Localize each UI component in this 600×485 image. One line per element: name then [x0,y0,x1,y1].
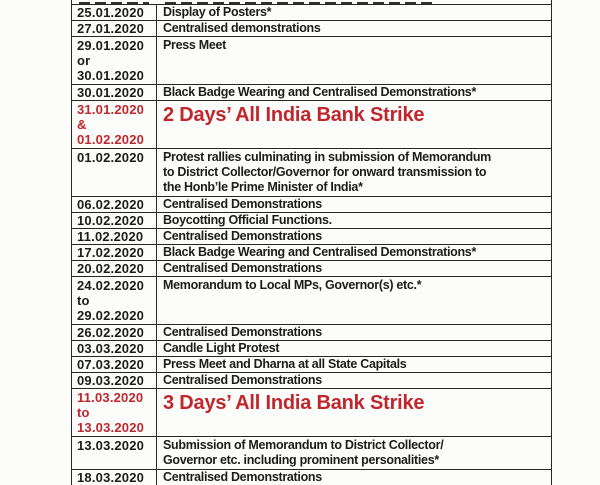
activity-text: Governor etc. including prominent personalities* [163,452,439,467]
activity-text: Centralised Demonstrations [163,261,322,275]
activity-cell [157,261,551,276]
date-text: 01.02.2020 [77,131,145,147]
activity-text: Centralised Demonstrations [163,197,322,211]
date-text: 07.03.2020 [77,357,145,372]
date-cell [72,389,157,436]
activity-text: Centralised Demonstrations [163,229,322,243]
activity-cell [157,149,551,196]
table-row [72,245,551,261]
date-text: 20.02.2020 [77,261,145,276]
activity-cell [157,341,551,356]
date-text: 03.03.2020 [77,341,145,356]
activity-text: Centralised Demonstrations [163,470,322,484]
activity-cell [157,373,551,388]
date-text: 01.02.2020 [77,149,145,165]
date-text: 30.01.2020 [77,67,145,83]
date-cell [72,373,157,388]
table-row [72,277,551,325]
activity-cell [157,85,551,100]
table-row [72,5,551,21]
activity-text: Submission of Memorandum to District Collector/ [163,437,444,452]
table-row [72,341,551,357]
date-text: 13.03.2020 [77,419,145,435]
activity-cell [157,437,551,469]
clipped-text-remnant [165,2,433,5]
activity-cell [157,213,551,228]
activity-cell [157,277,551,324]
date-cell [72,101,157,148]
date-cell [72,85,157,100]
date-text: & [77,116,87,132]
activity-text: Centralised Demonstrations [163,373,322,387]
clipped-row-top [72,0,551,5]
table-row [72,37,551,85]
table-row [72,437,551,470]
activity-text: 2 Days’ All India Bank Strike [163,103,425,126]
date-cell [72,229,157,244]
date-cell [72,341,157,356]
date-cell [72,277,157,324]
date-cell [72,21,157,36]
table-row [72,101,551,149]
date-text: 29.01.2020 [77,37,145,53]
table-row [72,229,551,245]
date-text: 09.03.2020 [77,373,145,388]
table-row [72,197,551,213]
date-text: 25.01.2020 [77,5,145,20]
date-cell [72,470,157,485]
clipped-text-remnant [79,2,149,5]
date-cell [72,357,157,372]
date-cell [72,37,157,84]
activity-text: Black Badge Wearing and Centralised Demonstrations* [163,85,477,99]
date-cell [72,245,157,260]
date-text: 27.01.2020 [77,21,145,36]
strike-schedule-table [71,0,552,485]
activity-cell [157,21,551,36]
activity-cell [157,229,551,244]
table-row [72,357,551,373]
activity-text: 3 Days’ All India Bank Strike [163,391,425,414]
date-text: 26.02.2020 [77,325,145,340]
activity-cell [157,389,551,436]
activity-text: Press Meet [163,37,227,52]
table-row [72,213,551,229]
date-text: 18.03.2020 [77,470,145,485]
table-row [72,373,551,389]
activity-cell [157,470,551,485]
table-row [72,389,551,437]
date-text: 11.03.2020 [77,389,144,405]
date-cell [72,261,157,276]
date-cell [72,5,157,20]
date-text: 17.02.2020 [77,245,145,260]
date-text: or [77,52,91,68]
date-text: 10.02.2020 [77,213,145,228]
date-text: 30.01.2020 [77,85,145,100]
activity-cell [157,5,551,20]
date-cell [72,213,157,228]
activity-cell [157,197,551,212]
date-text: 24.02.2020 [77,277,145,293]
date-cell [72,437,157,469]
date-text: to [77,404,90,420]
date-text: 11.02.2020 [77,229,144,244]
activity-text: Centralised demonstrations [163,21,321,35]
activity-text: Boycotting Official Functions. [163,213,332,227]
activity-cell [157,325,551,340]
date-text: 13.03.2020 [77,437,145,453]
activity-text: the Honb’le Prime Minister of India* [163,179,363,194]
date-text: 31.01.2020 [77,101,145,117]
date-cell [72,197,157,212]
activity-text: to District Collector/Governor for onward transmission to [163,164,487,179]
activity-text: Protest rallies culminating in submission of Memorandum [163,149,492,164]
activity-text: Black Badge Wearing and Centralised Demonstrations* [163,245,477,259]
activity-text: Candle Light Protest [163,341,280,355]
activity-text: Press Meet and Dharna at all State Capitals [163,357,407,371]
table-row [72,325,551,341]
activity-cell [157,357,551,372]
activity-cell [157,37,551,84]
table-body [72,5,551,485]
table-row [72,470,551,485]
table-row [72,149,551,197]
table-row [72,261,551,277]
activity-cell [157,101,551,148]
activity-cell [157,245,551,260]
table-row [72,85,551,101]
activity-text: Centralised Demonstrations [163,325,322,339]
date-text: to [77,292,90,308]
table-row [72,21,551,37]
date-text: 29.02.2020 [77,307,145,323]
date-text: 06.02.2020 [77,197,145,212]
date-cell [72,325,157,340]
activity-text: Display of Posters* [163,5,272,19]
activity-text: Memorandum to Local MPs, Governor(s) etc.* [163,277,422,292]
date-cell [72,149,157,196]
